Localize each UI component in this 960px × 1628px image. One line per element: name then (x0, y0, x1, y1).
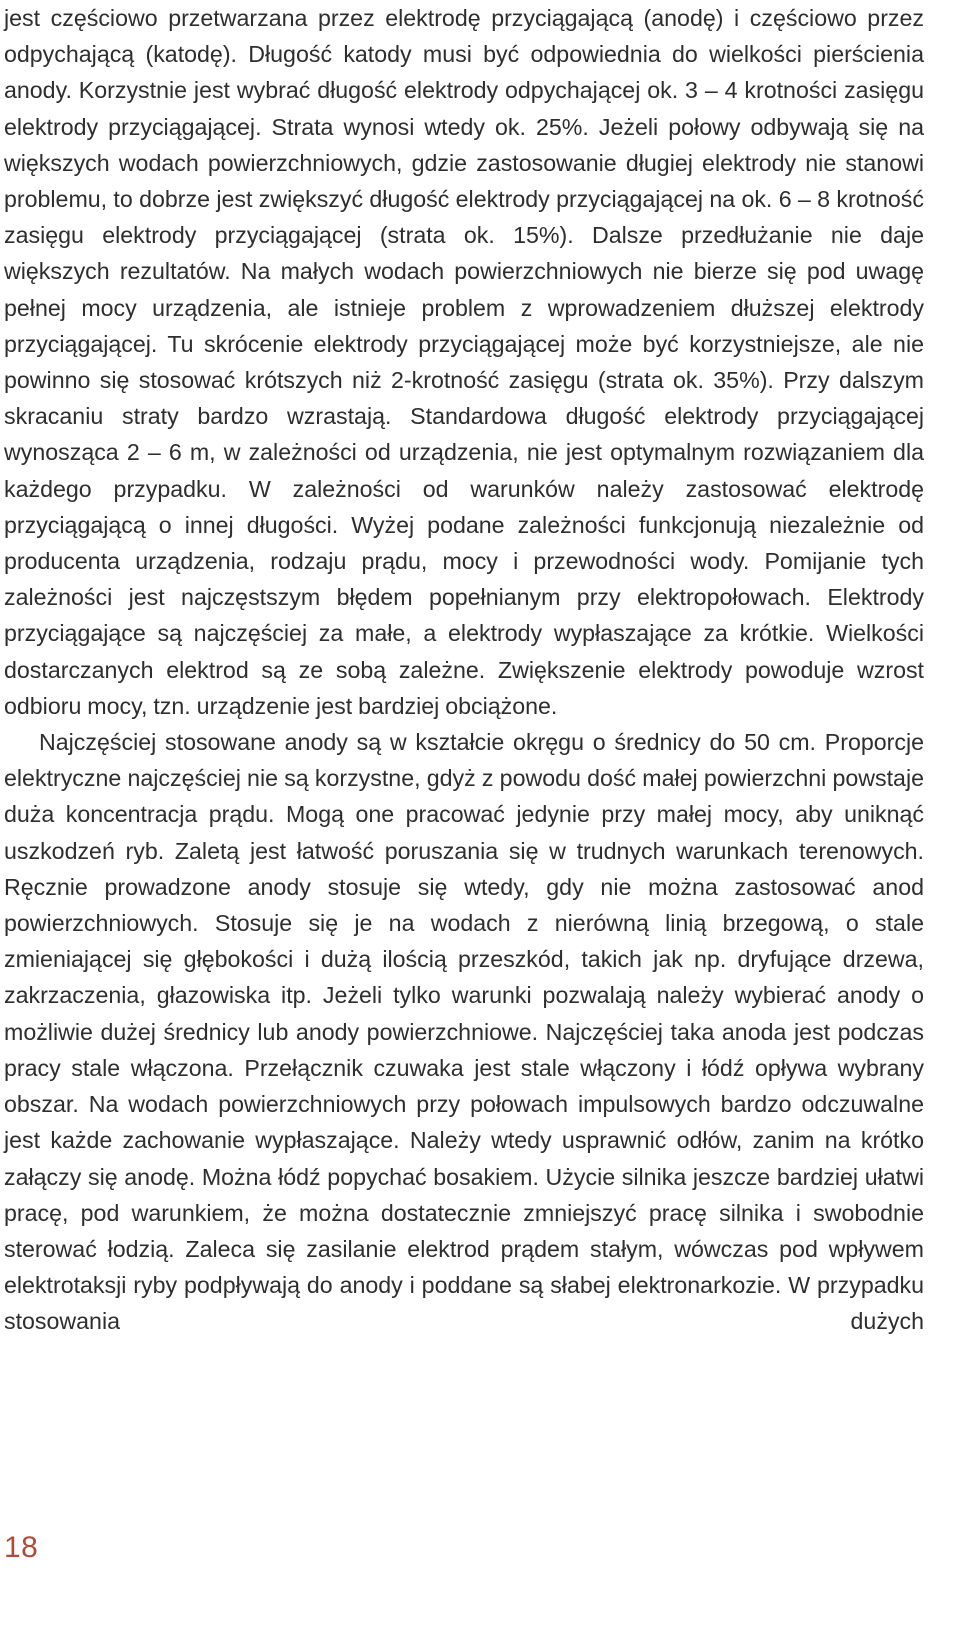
paragraph-1: jest częściowo przetwarzana przez elektrodę przyciągającą (anodę) i częściowo przez odpychającą (katodę). Długość katody musi być odpowiednia do wielkości pierścienia anody. Korzystnie jest wybrać długość elektrody odpychającej ok. 3 – 4 krotności zasięgu elektrody przyciągającej. Strata wynosi wtedy ok. 25%. Jeżeli połowy odbywają się na większych wodach powierzchniowych, gdzie zastosowanie długiej elektrody nie stanowi problemu, to dobrze jest zwiększyć długość elektrody przyciągającej na ok. 6 – 8 krotność zasięgu elektrody przyciągającej (strata ok. 15%). Dalsze przedłużanie nie daje większych rezultatów. Na małych wodach powierzchniowych nie bierze się pod uwagę pełnej mocy urządzenia, ale istnieje problem z wprowadzeniem dłuższej elektrody przyciągającej. Tu skrócenie elektrody przyciągającej może być korzystniejsze, ale nie powinno się stosować krótszych niż 2-krotność zasięgu (strata ok. 35%). Przy dalszym skracaniu straty bardzo wzrastają. Standardowa długość elektrody przyciągającej wynosząca 2 – 6 m, w zależności od urządzenia, nie jest optymalnym rozwiązaniem dla każdego przypadku. W zależności od warunków należy zastosować elektrodę przyciągającą o innej długości. Wyżej podane zależności funkcjonują niezależnie od producenta urządzenia, rodzaju prądu, mocy i przewodności wody. Pomijanie tych zależności jest najczęstszym błędem popełnianym przy elektropołowach. Elektrody przyciągające są najczęściej za małe, a elektrody wypłaszające za krótkie. Wielkości dostarczanych elektrod są ze sobą zależne. Zwiększenie elektrody powoduje wzrost odbioru mocy, tzn. urządzenie jest bardziej obciążone. (4, 5, 924, 719)
text-body (4, 0, 924, 1340)
paragraph-2: Najczęściej stosowane anody są w kształcie okręgu o średnicy do 50 cm. Proporcje elektryczne najczęściej nie są korzystne, gdyż z powodu dość małej powierzchni powstaje duża koncentracja prądu. Mogą one pracować jedynie przy małej mocy, aby uniknąć uszkodzeń ryb. Zaletą jest łatwość poruszania się w trudnych warunkach terenowych. Ręcznie prowadzone anody stosuje się wtedy, gdy nie można zastosować anod powierzchniowych. Stosuje się je na wodach z nierówną linią brzegową, o stale zmieniającej się głębokości i dużą ilością przeszkód, takich jak np. dryfujące drzewa, zakrzaczenia, głazowiska itp. Jeżeli tylko warunki pozwalają należy wybierać anody o możliwie dużej średnicy lub anody powierzchniowe. Najczęściej taka anoda jest podczas pracy stale włączona. Przełącznik czuwaka jest stale włączony i łódź opływa wybrany obszar. Na wodach powierzchniowych przy połowach impulsowych bardzo odczuwalne jest każde zachowanie wypłaszające. Należy wtedy usprawnić odłów, zanim na krótko załączy się anodę. Można łódź popychać bosakiem. Użycie silnika jeszcze bardziej ułatwi pracę, pod warunkiem, że można dostatecznie zmniejszyć pracę silnika i swobodnie sterować łodzią. Zaleca się zasilanie elektrod prądem stałym, wówczas pod wpływem elektrotaksji ryby podpływają do anody i poddane są słabej elektronarkozie. W przypadku stosowania dużych (4, 729, 924, 1335)
page-number: 18 (4, 1531, 39, 1564)
document-page (4, 0, 924, 1628)
